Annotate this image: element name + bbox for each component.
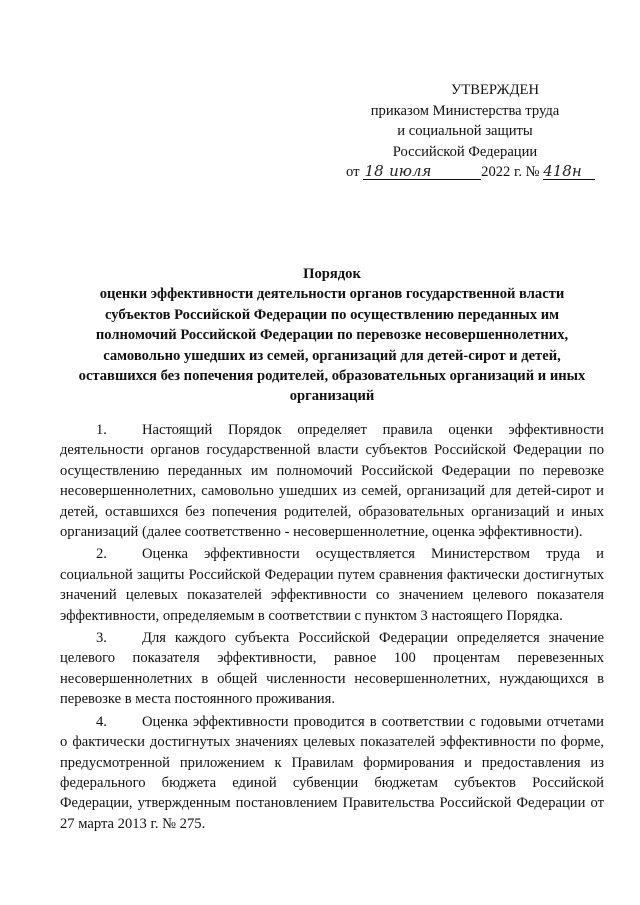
approval-heading: УТВЕРЖДЕН [451, 82, 539, 98]
title-line-7: организаций [289, 388, 375, 405]
date-year: 2022 г. № [481, 164, 540, 180]
title-line-4: полномочий Российской Федерации по перевозке несовершеннолетних, [95, 327, 569, 344]
paragraph-text: Оценка эффективности осуществляется Министерством труда и социальной защиты Российской Федерации путем сравнения фактически достигнутых значений целевых показателей эффективности со значением целевого показателя эффективности, определяемым в соответствии с пунктом 3 настоящего Порядка. [60, 546, 604, 624]
date-day-handwritten: 18 [364, 162, 384, 180]
paragraph-number: 4. [96, 713, 107, 730]
approval-line-3: Российской Федерации [392, 143, 538, 160]
approval-date-line [346, 162, 600, 183]
date-month-field [385, 164, 481, 180]
paragraph-4 [60, 712, 604, 834]
paragraph-number: 3. [96, 630, 107, 647]
paragraph-2 [60, 544, 604, 626]
title-line-1: Порядок [303, 266, 361, 282]
date-month-handwritten: июля [389, 162, 432, 180]
title-line-5: самовольно ушедших из семей, организаций для детей-сирот и детей, [103, 347, 561, 364]
title-line-2: оценки эффективности деятельности органов государственной власти [99, 286, 565, 303]
order-number-handwritten: 418н [543, 162, 582, 180]
date-prefix: от [346, 164, 360, 180]
document-title [60, 264, 604, 407]
approval-block [330, 80, 600, 183]
paragraph-text: Настоящий Порядок определяет правила оценки эффективности деятельности органов государственной власти субъектов Российской Федерации по осуществлению переданных им полномочий Российской Федерации по перевозке несовершеннолетних, самовольно ушедших из семей, организаций для детей-сирот и детей, оставшихся без попечения родителей, образовательных организаций и иных организаций (далее соответственно - несовершеннолетние, оценка эффективности). [60, 422, 604, 541]
title-line-6: оставшихся без попечения родителей, образовательных организаций и иных [78, 368, 586, 385]
document-body [60, 420, 604, 836]
title-line-3: субъектов Российской Федерации по осуществлению переданных им [104, 306, 560, 323]
paragraph-3 [60, 628, 604, 710]
paragraph-1 [60, 420, 604, 542]
paragraph-number: 1. [96, 422, 107, 438]
paragraph-number: 2. [96, 546, 107, 563]
order-number-field [543, 164, 595, 180]
paragraph-text: Оценка эффективности проводится в соответствии с годовыми отчетами о фактически достигнутых значениях целевых показателей эффективности по форме, предусмотренной приложением к Правилам формирования и предоставления из федерального бюджета единой субвенции бюджетам субъектов Российской Федерации, утвержденным постановлением Правительства Российской Федерации от 27 марта 2013 г. № 275. [60, 713, 604, 832]
approval-line-2: и социальной защиты [397, 123, 533, 139]
paragraph-text: Для каждого субъекта Российской Федерации определяется значение целевого показателя эффективности, равное 100 процентам перевезенных несовершеннолетних в общей численности несовершеннолетних, нуждающихся в перевозке в места постоянного проживания. [60, 630, 604, 708]
approval-line-1: приказом Министерства труда [370, 102, 560, 119]
date-day-field [363, 164, 385, 180]
